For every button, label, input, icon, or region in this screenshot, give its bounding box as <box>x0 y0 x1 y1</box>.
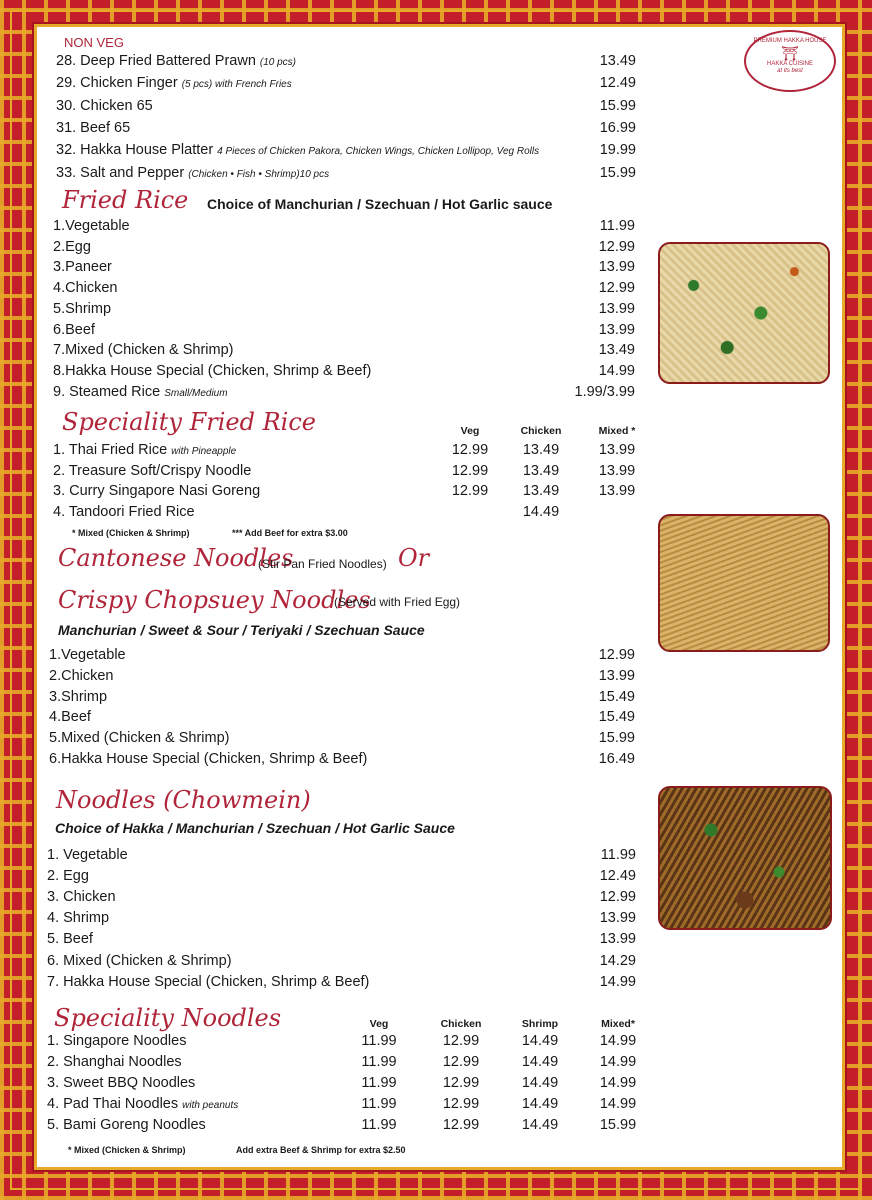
section-title-cantonese: Cantonese Noodles <box>58 544 294 572</box>
column-header: Veg <box>369 1018 389 1030</box>
menu-item <box>56 98 153 115</box>
footnote: * Mixed (Chicken & Shrimp) <box>72 528 190 538</box>
item-price: 14.99 <box>599 973 636 990</box>
item-price: 13.99 <box>598 667 635 684</box>
section-title-chopsuey: Crispy Chopsuey Noodles <box>58 586 371 614</box>
logo-top-text: PREMIUM HAKKA HOUSE <box>753 38 827 44</box>
menu-item <box>47 931 93 948</box>
item-price: 12.49 <box>599 75 636 92</box>
item-price: 12.99 <box>442 1117 480 1133</box>
item-note: Small/Medium <box>164 387 228 399</box>
menu-item <box>56 142 539 160</box>
item-name: 3.Paneer <box>53 259 112 276</box>
item-price: 12.99 <box>451 462 489 479</box>
column-header: Shrimp <box>521 1018 559 1030</box>
menu-item <box>49 647 126 664</box>
menu-item <box>56 120 130 137</box>
menu-item <box>56 165 329 183</box>
menu-item <box>53 463 251 480</box>
item-note: (10 pcs) <box>259 57 297 68</box>
item-price: 14.49 <box>521 1117 559 1133</box>
menu-item <box>47 910 109 927</box>
item-price: 13.49 <box>522 462 560 479</box>
column-header: Chicken <box>520 425 562 437</box>
item-name: 1. Singapore Noodles <box>47 1033 187 1049</box>
item-price: 12.99 <box>442 1054 480 1070</box>
item-price: 14.49 <box>521 1033 559 1049</box>
item-name: 28. Deep Fried Battered Prawn <box>56 53 256 69</box>
menu-item <box>53 504 195 521</box>
item-note: (5 pcs) with French Fries <box>181 79 292 91</box>
item-name: 1. Thai Fried Rice <box>53 442 168 458</box>
item-name: 3. Chicken <box>47 889 116 906</box>
section-note: (Stir Pan Fried Noodles) <box>258 557 387 571</box>
fried-rice-photo <box>658 242 830 384</box>
item-note: (Chicken • Fish • Shrimp)10 pcs <box>188 168 330 180</box>
item-price: 11.99 <box>361 1117 397 1133</box>
item-name: 5. Beef <box>47 931 93 948</box>
chopsuey-noodles-photo <box>658 514 830 652</box>
menu-item <box>56 75 292 93</box>
item-name: 6.Hakka House Special (Chicken, Shrimp & Beef) <box>49 751 368 767</box>
item-price: 11.99 <box>361 1096 397 1112</box>
item-price: 11.99 <box>599 218 635 234</box>
section-label-nonveg: NON VEG <box>64 35 124 50</box>
item-price: 15.99 <box>598 730 635 747</box>
item-name: 2.Egg <box>53 238 91 255</box>
menu-item <box>53 218 130 235</box>
item-name: 9. Steamed Rice <box>53 383 161 400</box>
item-name: 29. Chicken Finger <box>56 75 178 92</box>
menu-item <box>47 1096 238 1114</box>
item-price: 11.99 <box>600 847 636 863</box>
section-title-speciality-noodles: Speciality Noodles <box>54 1004 282 1032</box>
item-name: 8.Hakka House Special (Chicken, Shrimp & Beef) <box>53 362 372 379</box>
item-name: 5. Bami Goreng Noodles <box>47 1117 206 1133</box>
item-price: 11.99 <box>361 1075 397 1091</box>
section-title-chowmein: Noodles (Chowmein) <box>56 786 311 814</box>
item-price: 16.99 <box>599 119 636 136</box>
item-price: 15.49 <box>598 688 635 705</box>
menu-item <box>49 689 107 706</box>
menu-item <box>53 259 112 276</box>
item-price: 15.49 <box>598 709 635 726</box>
item-price: 14.99 <box>599 1033 637 1049</box>
restaurant-logo <box>744 30 836 92</box>
menu-item <box>56 53 296 71</box>
section-subtitle-cantonese: Manchurian / Sweet & Sour / Teriyaki / Szechuan Sauce <box>58 622 425 638</box>
item-name: 4. Tandoori Fried Rice <box>53 504 195 521</box>
item-price: 19.99 <box>599 142 636 159</box>
item-name: 4.Beef <box>49 709 91 726</box>
item-price: 13.99 <box>598 483 636 500</box>
section-title-fried-rice: Fried Rice <box>62 186 189 214</box>
item-name: 6.Beef <box>53 321 95 338</box>
item-price: 14.49 <box>521 1075 559 1091</box>
menu-item <box>47 974 369 991</box>
item-price: 12.99 <box>599 889 636 906</box>
menu-item <box>47 1075 195 1092</box>
item-price: 12.99 <box>598 238 635 255</box>
item-name: 5.Shrimp <box>53 300 112 317</box>
item-price: 13.99 <box>598 300 635 317</box>
logo-icon: ⛩ <box>781 45 799 61</box>
item-price: 14.49 <box>521 1054 559 1070</box>
column-header: Mixed* <box>601 1018 635 1030</box>
menu-item <box>47 953 232 970</box>
section-subtitle-chowmein: Choice of Hakka / Manchurian / Szechuan / Hot Garlic Sauce <box>55 820 455 836</box>
item-price: 15.99 <box>599 1117 637 1133</box>
item-name: 7. Hakka House Special (Chicken, Shrimp & Beef) <box>47 973 370 990</box>
footnote: *** Add Beef for extra $3.00 <box>232 528 348 538</box>
item-name: 6. Mixed (Chicken & Shrimp) <box>47 952 232 969</box>
section-title-speciality-rice: Speciality Fried Rice <box>62 408 317 436</box>
menu-item <box>49 730 230 747</box>
item-price: 12.99 <box>442 1075 480 1091</box>
menu-item <box>53 363 371 380</box>
item-name: 4. Pad Thai Noodles <box>47 1096 179 1112</box>
column-header: Veg <box>460 425 480 437</box>
section-note: (Served with Fried Egg) <box>334 595 461 609</box>
menu-item <box>49 709 91 726</box>
item-name: 3. Curry Singapore Nasi Goreng <box>53 483 261 500</box>
menu-item <box>53 342 234 359</box>
item-name: 1. Vegetable <box>47 847 128 863</box>
menu-item <box>53 322 95 339</box>
menu-item <box>47 847 128 864</box>
menu-item <box>47 868 89 885</box>
item-name: 30. Chicken 65 <box>56 97 153 114</box>
item-name: 1.Vegetable <box>49 647 126 663</box>
item-price: 13.99 <box>598 462 636 479</box>
item-name: 4. Shrimp <box>47 910 110 927</box>
item-price: 12.99 <box>598 280 635 297</box>
item-name: 2. Treasure Soft/Crispy Noodle <box>53 462 252 479</box>
menu-item <box>47 889 116 906</box>
item-name: 2. Egg <box>47 868 89 885</box>
item-name: 2.Chicken <box>49 667 114 684</box>
menu-item <box>53 280 117 297</box>
item-price: 15.99 <box>599 164 636 181</box>
item-price: 13.49 <box>599 53 636 69</box>
footnote: * Mixed (Chicken & Shrimp) <box>68 1145 186 1155</box>
item-name: 5.Mixed (Chicken & Shrimp) <box>49 730 230 747</box>
menu-item <box>49 668 113 685</box>
item-name: 31. Beef 65 <box>56 119 131 136</box>
item-note: with Pineapple <box>171 446 237 457</box>
column-header: Chicken <box>440 1018 482 1030</box>
item-price: 13.49 <box>522 483 560 500</box>
menu-item <box>53 239 91 256</box>
item-name: 3. Sweet BBQ Noodles <box>47 1075 196 1091</box>
item-price: 16.49 <box>598 751 635 767</box>
item-name: 2. Shanghai Noodles <box>47 1054 182 1070</box>
item-price: 14.99 <box>599 1075 637 1091</box>
item-price: 12.99 <box>451 442 489 458</box>
item-note: 4 Pieces of Chicken Pakora, Chicken Wings, Chicken Lollipop, Veg Rolls <box>217 146 540 158</box>
item-price: 13.99 <box>598 259 635 276</box>
menu-item <box>49 751 367 768</box>
section-subtitle-fried-rice: Choice of Manchurian / Szechuan / Hot Garlic sauce <box>207 196 553 212</box>
logo-tag-text: at its best <box>777 68 803 74</box>
footnote: Add extra Beef & Shrimp for extra $2.50 <box>236 1145 406 1155</box>
chowmein-photo <box>658 786 832 930</box>
item-price: 14.49 <box>521 1096 559 1112</box>
menu-item <box>47 1054 182 1071</box>
item-price: 11.99 <box>361 1033 397 1049</box>
item-price: 1.99/3.99 <box>574 383 635 400</box>
item-price: 13.49 <box>598 342 635 359</box>
item-price: 12.99 <box>442 1033 480 1049</box>
menu-item <box>47 1117 206 1134</box>
item-note: with peanuts <box>182 1100 239 1111</box>
item-price: 15.99 <box>599 97 636 114</box>
item-price: 14.99 <box>599 1096 637 1112</box>
item-price: 13.99 <box>599 931 636 948</box>
item-price: 12.99 <box>451 483 489 500</box>
menu-item <box>53 301 111 318</box>
menu-item <box>47 1033 186 1050</box>
item-price: 12.99 <box>442 1096 480 1112</box>
item-name: 4.Chicken <box>53 280 118 297</box>
or-text: Or <box>398 544 430 572</box>
logo-bottom-text: HAKKA CUISINE <box>766 61 813 67</box>
item-price: 12.99 <box>598 647 635 663</box>
menu-item <box>53 442 236 460</box>
menu-item <box>53 483 260 500</box>
item-name: 7.Mixed (Chicken & Shrimp) <box>53 342 234 359</box>
item-price: 14.99 <box>598 362 635 379</box>
item-name: 33. Salt and Pepper <box>56 164 185 181</box>
item-price: 13.99 <box>598 442 636 458</box>
item-name: 1.Vegetable <box>53 218 130 234</box>
item-price: 13.99 <box>599 910 636 927</box>
item-price: 13.99 <box>598 321 635 338</box>
item-name: 32. Hakka House Platter <box>56 142 214 159</box>
menu-item <box>53 384 228 402</box>
item-name: 3.Shrimp <box>49 688 108 705</box>
item-price: 14.99 <box>599 1054 637 1070</box>
item-price: 13.49 <box>522 442 560 458</box>
item-price: 11.99 <box>361 1054 397 1070</box>
item-price: 12.49 <box>599 868 636 885</box>
item-price: 14.29 <box>599 952 636 969</box>
column-header: Mixed * <box>598 425 636 437</box>
item-price: 14.49 <box>522 504 560 521</box>
